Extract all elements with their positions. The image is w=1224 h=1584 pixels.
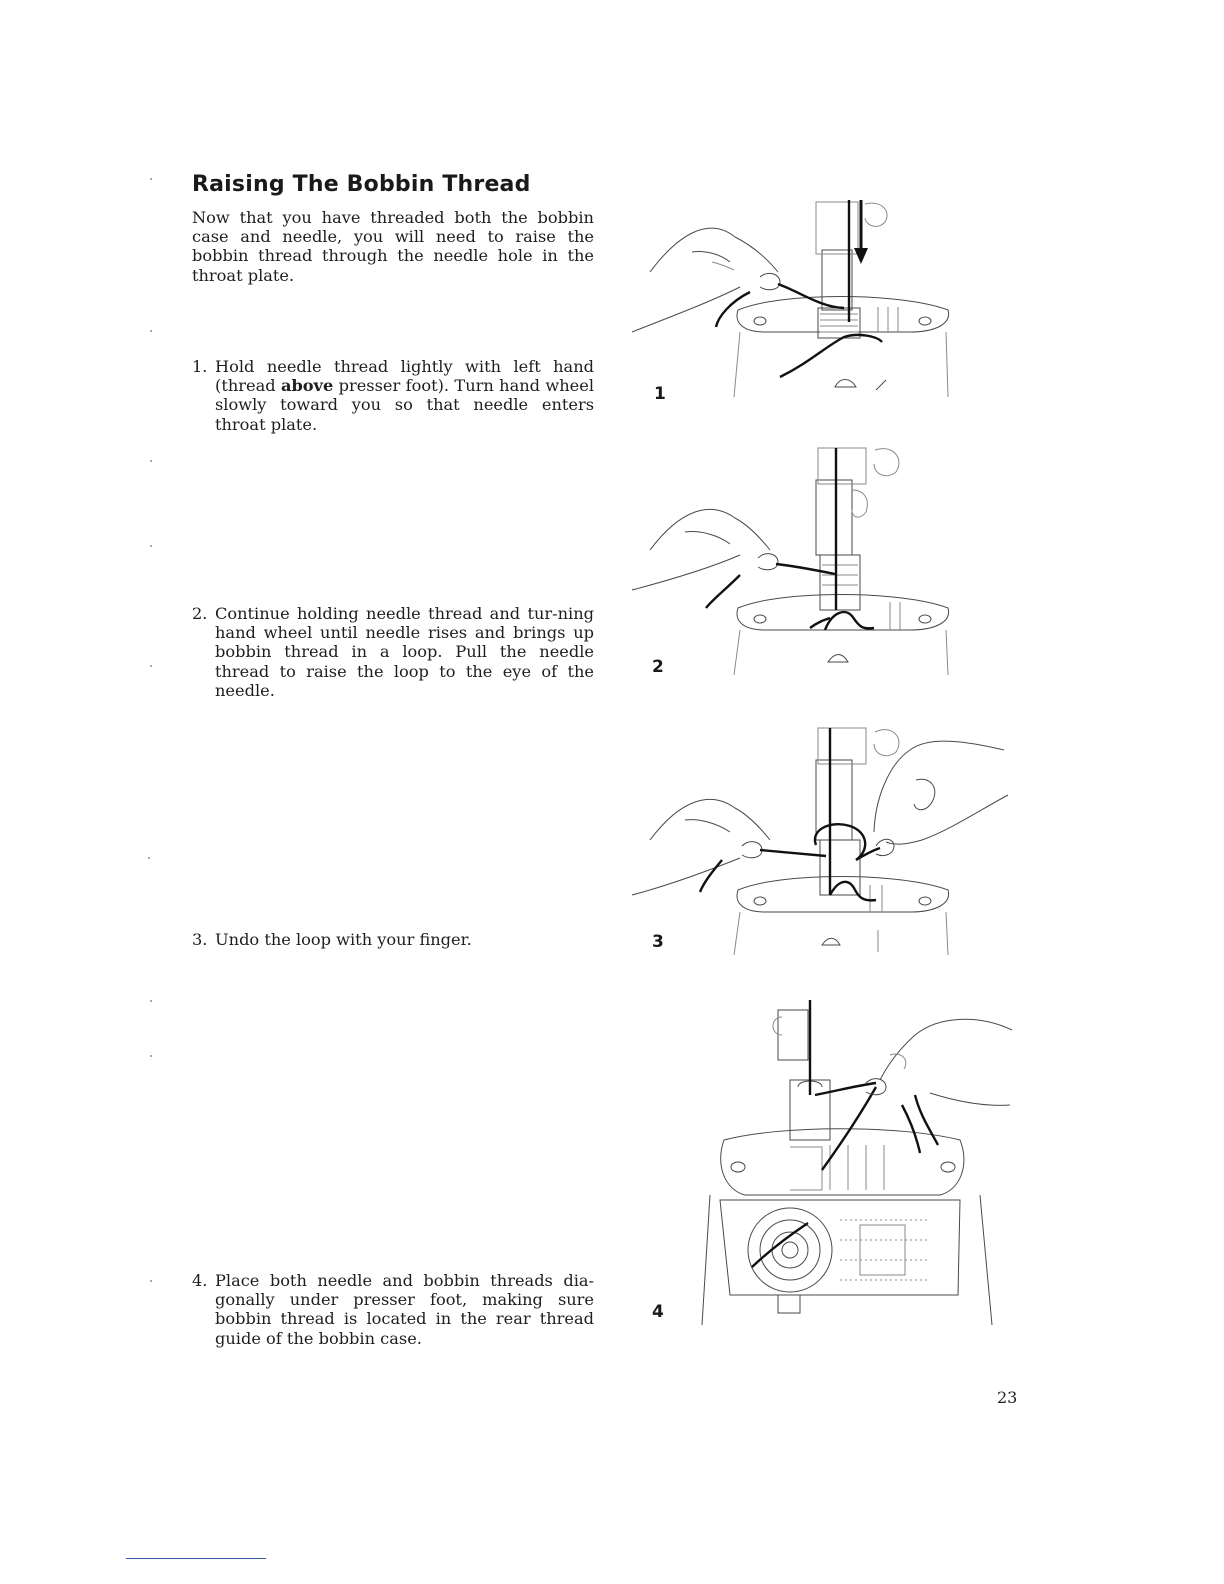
scan-speck: [150, 1000, 152, 1002]
scan-speck: [150, 178, 152, 180]
step-text: Continue holding needle thread and tur-ning hand wheel until needle rises and brings up bobbin thread in a loop. Pull the needle thread to raise the loop to the eye of the needle.: [215, 604, 594, 700]
scan-speck: [150, 460, 152, 462]
figure-2-label: 2: [652, 657, 664, 677]
step-number: 1.: [192, 357, 208, 376]
figure-1-label: 1: [654, 384, 666, 404]
step-emphasis: above: [280, 376, 334, 396]
finger-undoing-loop-illustration: [630, 720, 1010, 960]
step-3: [192, 930, 594, 949]
page-number: 23: [997, 1388, 1018, 1407]
threads-under-presser-foot-illustration: [690, 995, 1020, 1330]
step-2: [192, 604, 594, 700]
step-text: Place both needle and bobbin threads dia-gonally under presser foot, making sure bobbin thread is located in the rear thread guide of the bobbin case.: [215, 1271, 594, 1348]
scan-speck: [150, 1055, 152, 1057]
step-number: 4.: [192, 1271, 208, 1290]
needle-thread-held-above-presser-foot-illustration: [630, 192, 970, 407]
scan-speck: [150, 1280, 152, 1282]
step-text: Undo the loop with your finger.: [215, 930, 472, 949]
step-1: [192, 357, 594, 434]
step-number: 3.: [192, 930, 208, 949]
scan-speck: [148, 857, 150, 859]
step-4: [192, 1271, 594, 1348]
intro-paragraph: Now that you have threaded both the bobbin case and needle, you will need to raise the bobbin thread through the needle hole in the throat plate.: [192, 208, 594, 285]
section-heading: Raising The Bobbin Thread: [192, 172, 531, 197]
scan-speck: [150, 545, 152, 547]
scan-speck: [150, 665, 152, 667]
step-number: 2.: [192, 604, 208, 623]
step-text: Hold needle thread lightly with left hand (thread above presser foot). Turn hand wheel slowly toward you so that needle enters throat plate.: [215, 357, 595, 434]
bottom-rule: [126, 1558, 266, 1559]
scan-speck: [150, 330, 152, 332]
bobbin-thread-loop-rising-illustration: [630, 440, 970, 680]
figure-3-label: 3: [652, 932, 664, 952]
figure-4-label: 4: [652, 1302, 664, 1322]
